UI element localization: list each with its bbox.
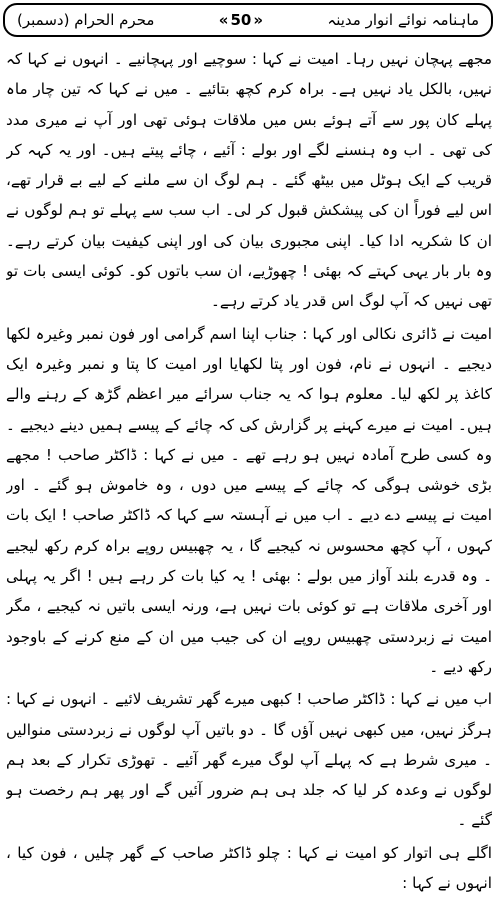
- magazine-title: ماہنامہ نوائے انوار مدینہ: [327, 11, 479, 29]
- paragraph: امیت نے ڈائری نکالی اور کہا : جناب اپنا اسم گرامی اور فون نمبر وغیرہ لکھا دیجیے ۔ انہوں نے نام، فون اور پتا لکھایا اور امیت کا پتا و نمبر وغیرہ ایک کاغذ پر لکھ لیا۔ معلوم ہوا کہ یہ جناب سرائے میر اعظم گڑھ کے رہنے والے ہیں۔ امیت نے میرے کہنے پر گزارش کی کہ چائے کے پیسے ہمیں دینے دیجیے ۔ وہ کسی طرح آمادہ نہیں ہو رہے تھے ۔ میں نے کہا : ڈاکٹر صاحب ! مجھے بڑی خوشی ہوگی کہ چائے کے پیسے میں دوں ، وہ خاموش ہو گئے ۔ اور امیت نے پیسے دے دیے ۔ اب میں نے آہستہ سے کہا کہ ڈاکٹر صاحب ! ایک بات کہوں ، آپ کچھ محسوس نہ کیجیے گا ، یہ چھبیس روپے براہ کرم رکھ لیجیے ۔ وہ قدرے بلند آواز میں بولے : بھئی ! یہ کیا بات کر رہے ہیں ! اگر یہ پہلی اور آخری ملاقات ہے تو کوئی بات نہیں ہے، ورنہ ایسی باتیں نہ کیجیے ، مگر امیت نے زبردستی چھبیس روپے ان کی جیب میں ان کے منع کرنے کے باوجود رکھ دیے ۔: [6, 324, 492, 676]
- paragraph: اب میں نے کہا : ڈاکٹر صاحب ! کبھی میرے گھر تشریف لائیے ۔ انہوں نے کہا : ہرگز نہیں، میں کبھی نہیں آؤں گا ۔ دو باتیں آپ لوگوں نے زبردستی منوالیں ۔ میری شرط ہے کہ پہلے آپ لوگ میرے گھر آئیے ۔ تھوڑی تکرار کے بعد ہم لوگوں نے وعدہ کر لیا کہ جلد ہی ہم ضرور آئیں گے اور پھر ہم رخصت ہو گئے ۔: [6, 690, 492, 830]
- page-number: « 50 »: [215, 11, 267, 29]
- article-body: [6, 44, 492, 906]
- paragraph: اگلے ہی اتوار کو امیت نے کہا : چلو ڈاکٹر صاحب کے گھر چلیں ، فون کیا ، انہوں نے کہا :: [6, 843, 492, 893]
- issue-date: محرم الحرام (دسمبر): [17, 11, 155, 29]
- paragraph: مجھے پہچان نہیں رہا۔ امیت نے کہا : سوچیے اور پہچانیے ۔ انہوں نے کہا کہ نہیں، بالکل یاد نہیں ہے۔ براہ کرم کچھ بتائیے ۔ میں نے کہا کہ تین چار ماہ پہلے کان پور سے آتے ہوئے بس میں ملاقات ہوئی تھی اور آپ نے میری مدد کی تھی ۔ اب وہ ہنسنے لگے اور بولے : آئیے ، چائے پیتے ہیں۔ اور یہ کہہ کر قریب کے ایک ہوٹل میں بیٹھ گئے ۔ ہم لوگ ان سے ملنے کے لیے بے قرار تھے، اس لیے فوراً ان کی پیشکش قبول کر لی۔ اب سب سے پہلے تو ہم لوگوں نے ان کا شکریہ ادا کیا۔ اپنی مجبوری بیان کی اور اپنی کیفیت بیان کرتے رہے۔ وہ بار بار یہی کہتے کہ بھئی ! چھوڑیے، ان سب باتوں کو۔ کوئی ایسی بات تو تھی نہیں کہ آپ لوگ اس قدر یاد کرتے رہے۔: [6, 50, 492, 311]
- running-header: [3, 3, 493, 37]
